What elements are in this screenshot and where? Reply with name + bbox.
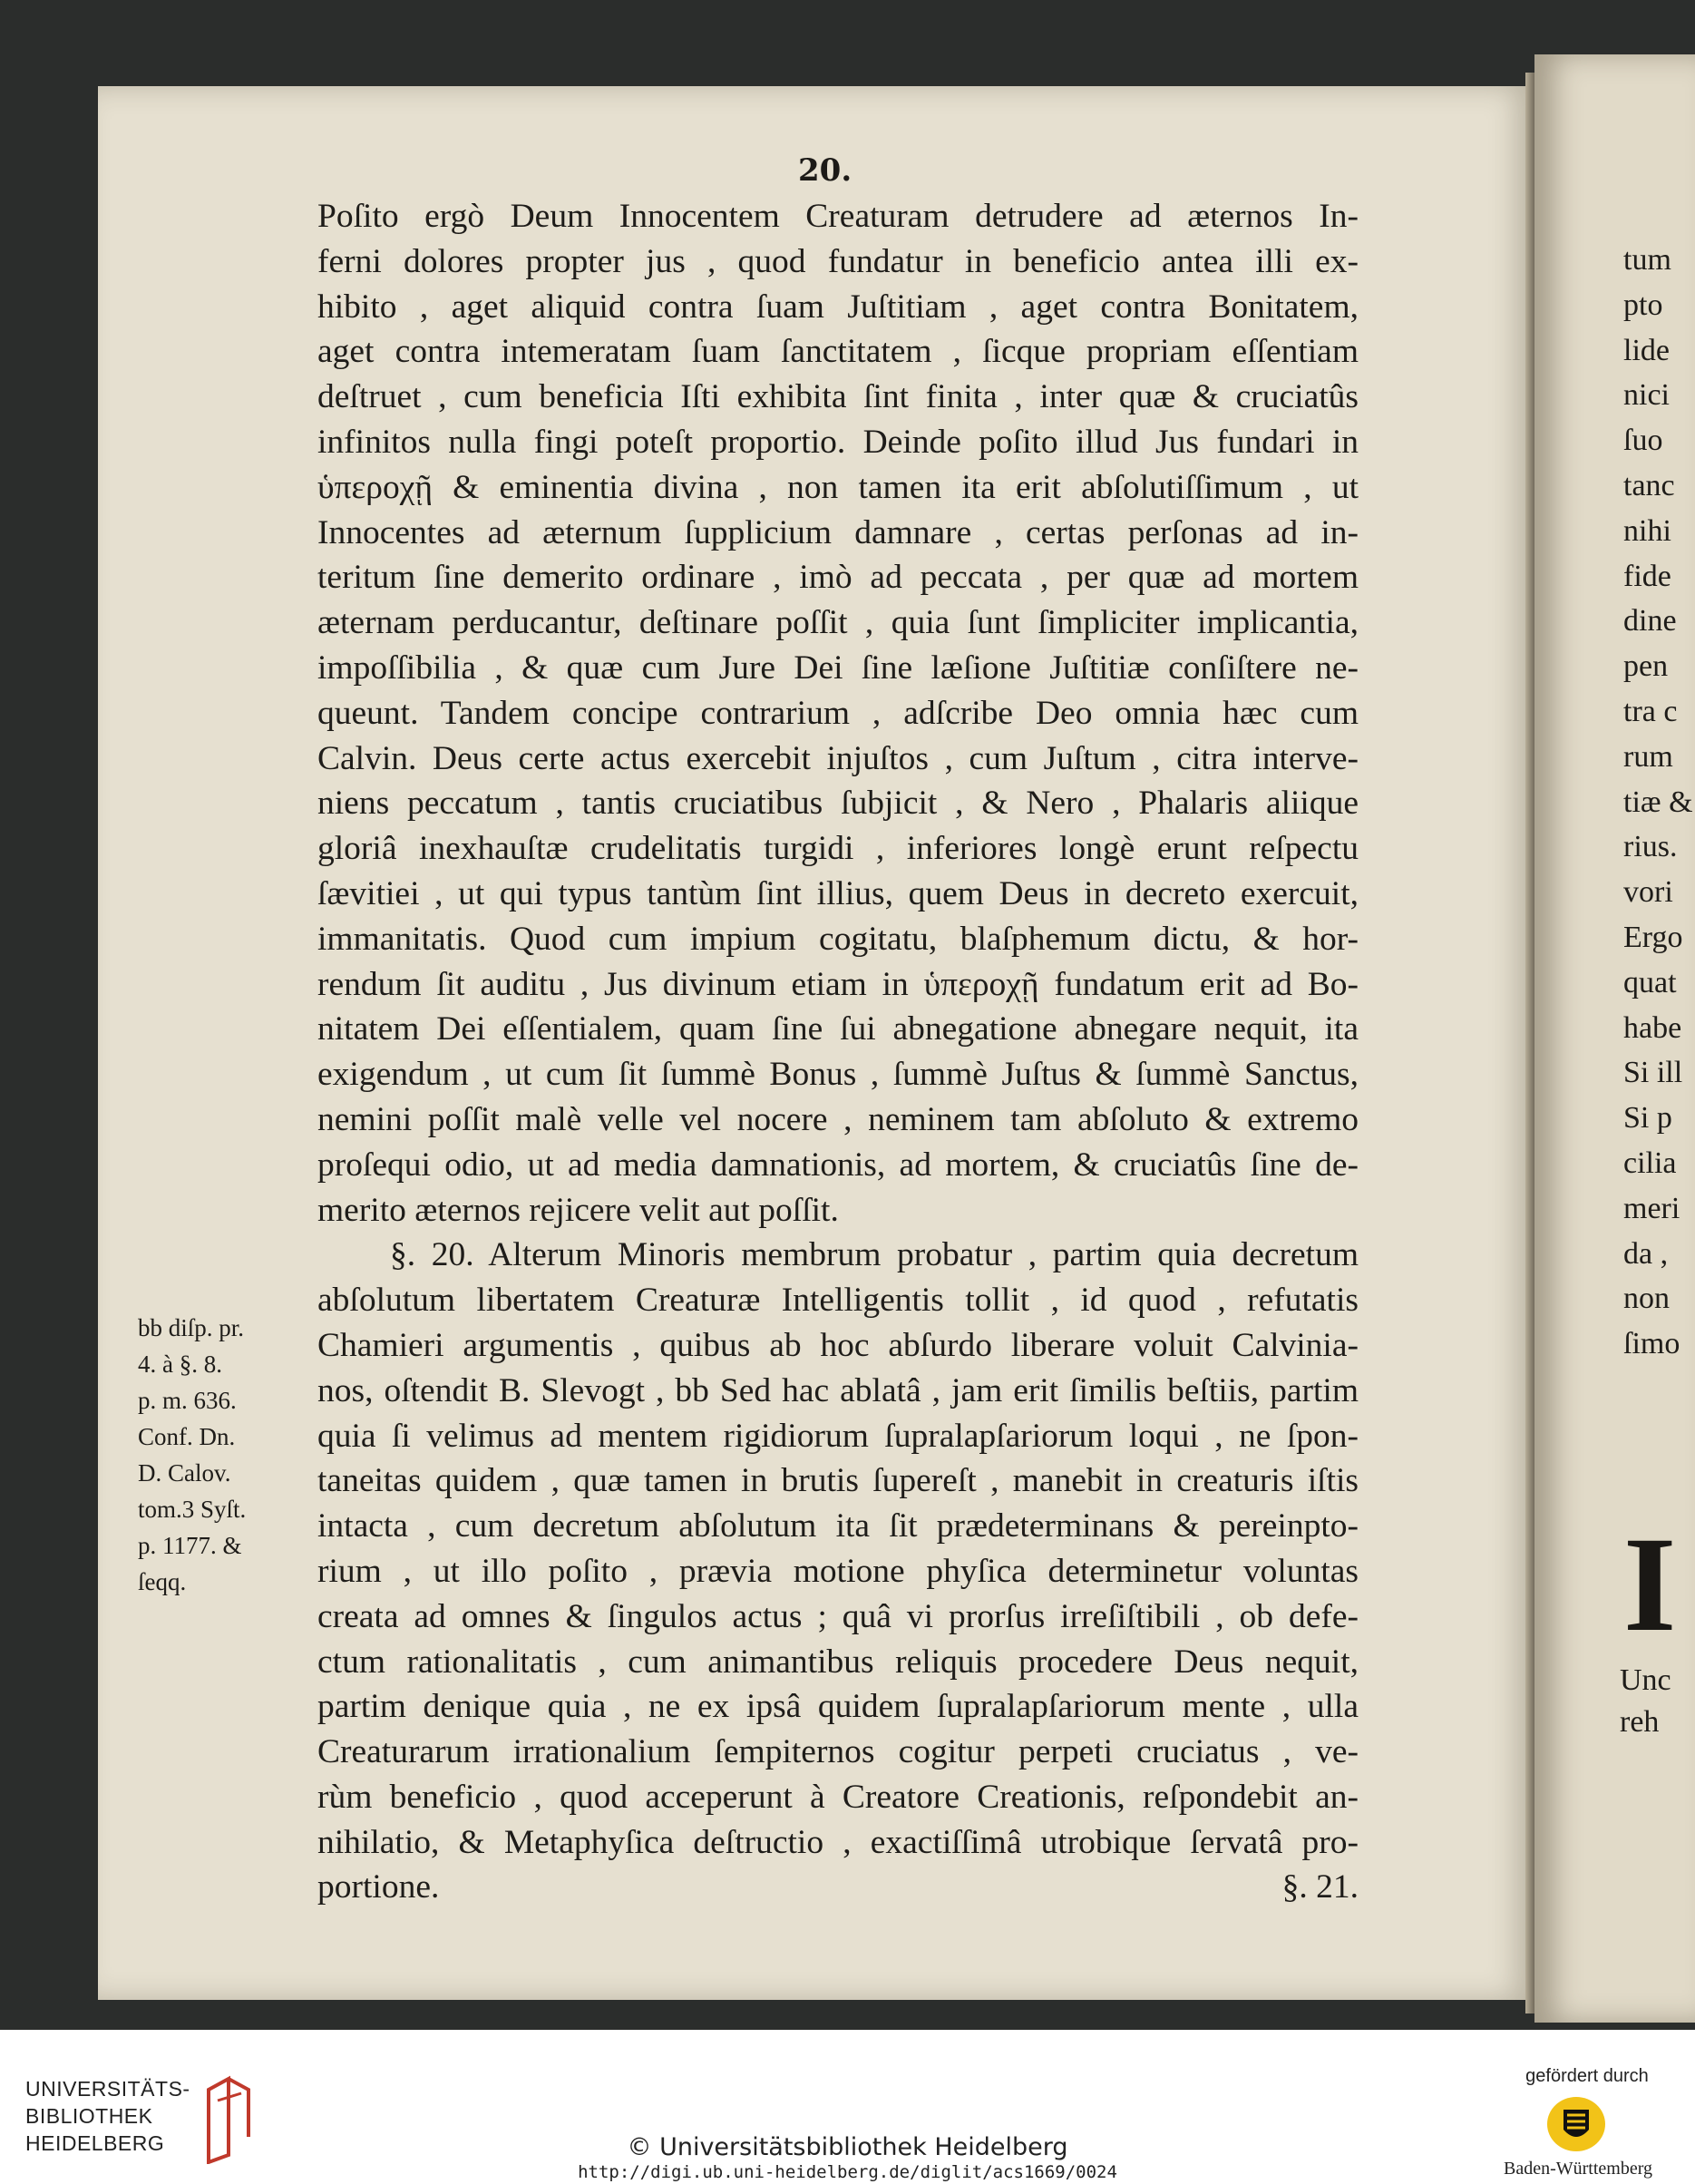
text-line: nitatem Dei eſſentialem, quam ſine ſui abnegatione abnegare nequit, ita <box>317 1010 1359 1048</box>
text-line: quia ſi velimus ad mentem rigidiorum ſupralapſariorum loqui , ne ſpon- <box>317 1417 1359 1455</box>
footer <box>0 2030 1695 2184</box>
margin-note-line: 4. à §. 8. <box>138 1350 222 1378</box>
margin-note <box>138 1310 292 1600</box>
right-page-bottom-fragments <box>1620 1660 1695 1743</box>
text-line: ferni dolores propter jus , quod fundatur in beneficio antea illi ex- <box>317 242 1359 280</box>
right-page-fragment: nihi <box>1623 513 1671 548</box>
margin-note-line: tom.3 Syſt. <box>138 1496 247 1523</box>
text-line: nemini poſſit malè velle vel nocere , neminem tam abſoluto & extremo <box>317 1100 1359 1138</box>
right-page-fragment: meri <box>1623 1191 1680 1225</box>
margin-note-line: p. 1177. & <box>138 1532 242 1559</box>
margin-note-line: p. m. 636. <box>138 1387 237 1414</box>
text-line: immanitatis. Quod cum impium cogitatu, blaſphemum dictu, & hor- <box>317 920 1359 958</box>
right-page-fragment: rius. <box>1623 830 1678 864</box>
right-page-fragment: Ergo <box>1623 920 1683 954</box>
catchword: §. 21. <box>1281 1868 1359 1906</box>
right-page-fragment: nici <box>1623 378 1670 413</box>
right-page-bottom-fragment: Unc <box>1620 1663 1671 1697</box>
text-line: æternam perducantur, deſtinare poſſit , quia ſunt ſimpliciter implicantia, <box>317 604 1359 642</box>
university-name-line: BIBLIOTHEK <box>25 2104 153 2128</box>
text-line: gloriâ inexhauſtæ crudelitatis turgidi , inferiores longè erunt reſpectu <box>317 830 1359 868</box>
text-line: partim denique quia , ne ex ipsâ quidem ſupralapſariorum mente , ulla <box>317 1688 1359 1726</box>
text-line: rium , ut illo poſito , prævia motione phyſica determinetur voluntas <box>317 1552 1359 1590</box>
text-line: Chamieri argumentis , quibus ab hoc abſurdo liberare voluit Calvinia- <box>317 1326 1359 1364</box>
margin-note-line: Conf. Dn. <box>138 1423 236 1450</box>
right-page-fragment: ſimo <box>1623 1327 1680 1361</box>
margin-note-line: ſeqq. <box>138 1568 187 1595</box>
right-page-fragment: tum <box>1623 243 1671 277</box>
sponsor-name: Baden-Württemberg <box>1503 2159 1652 2179</box>
permalink-url[interactable]: http://digi.ub.uni-heidelberg.de/diglit/acs1669/0024 <box>578 2162 1117 2182</box>
text-line: aget contra intemeratam ſuam ſanctitatem , ſicque propriam eſſentiam <box>317 333 1359 371</box>
right-page-fragment: Si p <box>1623 1101 1672 1136</box>
text-line: ctum rationalitatis , cum animantibus reliquis procedere Deus nequit, <box>317 1643 1359 1681</box>
right-page-fragment: pen <box>1623 649 1669 684</box>
right-page-fragment: pto <box>1623 288 1663 322</box>
right-page-fragment: rum <box>1623 739 1673 774</box>
page-number: 20. <box>798 152 852 189</box>
text-line: rendum ſit auditu , Jus divinum etiam in ὑπεροχῇ fundatum erit ad Bo- <box>317 965 1359 1003</box>
text-line: exigendum , ut cum ſit ſummè Bonus , ſummè Juſtus & ſummè Sanctus, <box>317 1056 1359 1094</box>
right-page-fragment: ſuo <box>1623 424 1663 458</box>
right-page-fragment: dine <box>1623 604 1677 639</box>
main-text-block <box>317 194 1359 1910</box>
right-page-fragment: da , <box>1623 1236 1669 1271</box>
right-page-fragment: quat <box>1623 965 1677 999</box>
text-line: creata ad omnes & ſingulos actus ; quâ vi prorſus irreſiſtibili , ob defe- <box>317 1597 1359 1635</box>
right-page-fragment: tanc <box>1623 468 1675 502</box>
text-line: niens peccatum , tantis cruciatibus ſubjicit , & Nero , Phalaris aliique <box>317 785 1359 823</box>
margin-note-line: D. Calov. <box>138 1459 231 1487</box>
right-page-fragment: lide <box>1623 333 1670 367</box>
right-page-fragment: tra c <box>1623 694 1678 728</box>
text-line: proſequi odio, ut ad media damnationis, ad mortem, & cruciatûs ſine de- <box>317 1146 1359 1184</box>
right-page-fragments <box>1623 238 1695 1367</box>
text-line: Creaturarum irrationalium ſempiternos cogitur perpeti cruciatus , ve- <box>317 1733 1359 1771</box>
text-line: ὑπεροχῇ & eminentia divina , non tamen ita erit abſolutiſſimum , ut <box>317 468 1359 506</box>
text-line: rùm beneficio , quod acceperunt à Creatore Creationis, reſpondebit an- <box>317 1778 1359 1816</box>
text-line: teritum ſine demerito ordinare , imò ad peccata , per quæ ad mortem <box>317 559 1359 597</box>
text-line: infinitos nulla fingi poteſt proportio. Deinde poſito illud Jus fundari in <box>317 423 1359 461</box>
text-line: merito æternos rejicere velit aut poſſit. <box>317 1191 839 1229</box>
text-line: Innocentes ad æternum ſupplicium damnare , certas perſonas ad in- <box>317 513 1359 551</box>
right-page-initial: I <box>1623 1509 1677 1660</box>
right-page-fragment: Si ill <box>1623 1056 1683 1090</box>
text-line: deſtruet , cum beneficia Iſti exhibita ſint finita , inter quæ & cruciatûs <box>317 378 1359 416</box>
text-line: queunt. Tandem concipe contrarium , adſcribe Deo omnia hæc cum <box>317 694 1359 732</box>
right-page-bottom-fragment: reh <box>1620 1705 1660 1739</box>
text-line: impoſſibilia , & quæ cum Jure Dei ſine læſione Juſtitiæ conſiſtere ne- <box>317 648 1359 687</box>
text-line: §. 20. Alterum Minoris membrum probatur , partim quia decretum <box>390 1236 1359 1274</box>
right-page-fragment: habe <box>1623 1010 1682 1045</box>
right-page-fragment: fide <box>1623 559 1671 593</box>
coat-of-arms-icon <box>1544 2091 1609 2155</box>
text-line: intacta , cum decretum abſolutum ita ſit prædeterminans & pereinpto- <box>317 1507 1359 1545</box>
copyright-notice: © Universitätsbibliothek Heidelberg <box>627 2133 1068 2161</box>
right-page-fragment: cilia <box>1623 1146 1677 1180</box>
right-page-fragment: vori <box>1623 875 1673 910</box>
text-line <box>317 1865 1359 1910</box>
text-line: nos, oſtendit B. Slevogt , bb Sed hac ablatâ , jam erit ſimilis beſtiis, partim <box>317 1371 1359 1409</box>
right-page-fragment: tiæ & <box>1623 785 1693 819</box>
text-line: Calvin. Deus certe actus exercebit injuſtos , cum Juſtum , citra interve- <box>317 739 1359 777</box>
text-line: abſolutum libertatem Creaturæ Intelligentis tollit , id quod , refutatis <box>317 1282 1359 1320</box>
text-line-end: portione. <box>317 1868 440 1906</box>
university-name-line: HEIDELBERG <box>25 2131 165 2155</box>
text-line: hibito , aget aliquid contra ſuam Juſtitiam , aget contra Bonitatem, <box>317 288 1359 326</box>
text-line: taneitas quidem , quæ tamen in brutis ſupereſt , manebit in creaturis iſtis <box>317 1462 1359 1500</box>
university-name-line: UNIVERSITÄTS- <box>25 2077 190 2101</box>
text-line: ſævitiei , ut qui typus tantùm ſint illius, quem Deus in decreto exercuit, <box>317 874 1359 912</box>
sponsor-label: gefördert durch <box>1525 2066 1649 2086</box>
margin-note-line: bb diſp. pr. <box>138 1314 245 1341</box>
text-line: Poſito ergò Deum Innocentem Creaturam detrudere ad æternos In- <box>317 198 1359 235</box>
text-line: nihilatio, & Metaphyſica deſtructio , exactiſſimâ utrobique ſervatâ pro- <box>317 1823 1359 1861</box>
right-page-fragment: non <box>1623 1282 1670 1316</box>
